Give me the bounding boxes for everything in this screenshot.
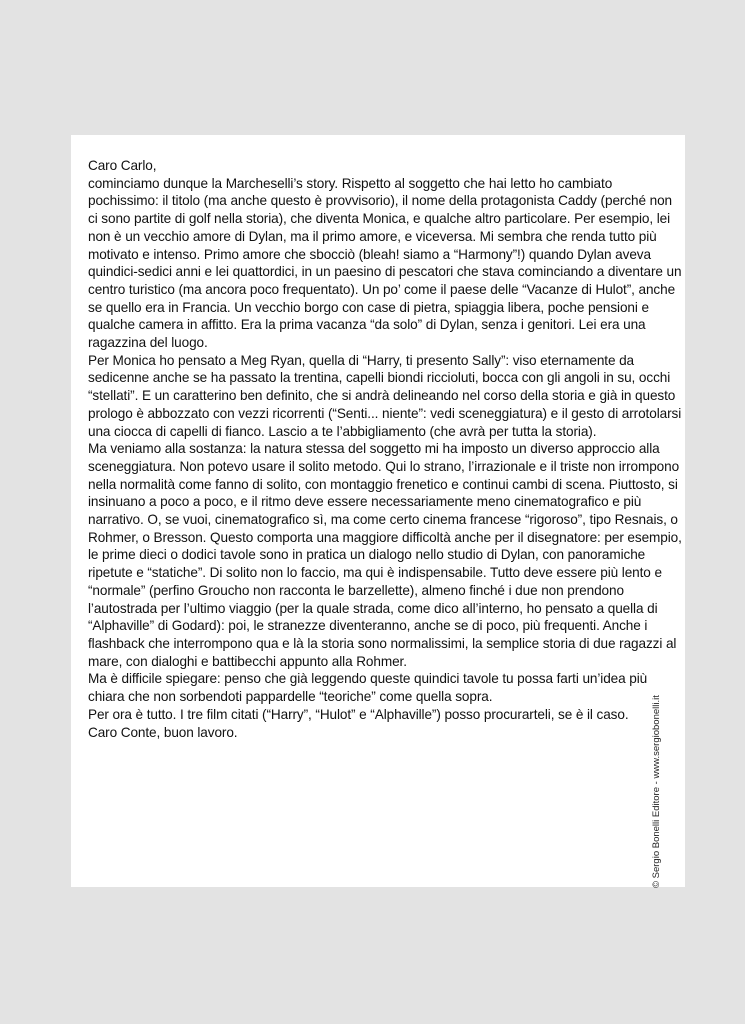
letter-paragraph: Ma è difficile spiegare: penso che già leggendo queste quindici tavole tu possa farti un’idea più chiara che non sorbendoti pappardelle “teoriche” come quella sopra.: [88, 671, 648, 705]
letter-paragraph: Ma veniamo alla sostanza: la natura stessa del soggetto mi ha imposto un diverso approccio alla sceneggiatura. Non potevo usare il solito metodo. Qui lo strano, l’irrazionale e il triste non irrompono nella normalità come fanno di solito, con montaggio frenetico e continui cambi di scena. Piuttosto, si insinuano a poco a poco, e il ritmo deve essere necessariamente meno cinematografico e più narrativo. O, se vuoi, cinematografico sì, ma come certo cinema francese “rigoroso”, tipo Resnais, o Rohmer, o Bresson. Questo comporta una maggiore difficoltà anche per il disegnatore: per esempio, le prime dieci o dodici tavole sono in pratica un dialogo nello studio di Dylan, con panoramiche ripetute e “statiche”. Di solito non lo faccio, ma qui è indispensabile. Tutto deve essere più lento e “normale” (perfino Groucho non racconta le barzellette), almeno finché i due non prendono l’autostrada per l’ultimo viaggio (per la quale strada, come dico all’interno, ho pensato a quella di “Alphaville” di Godard): poi, le stranezze diventeranno, anche se di poco, più frequenti. Anche i flashback che interrompono qua e là la storia sono normalissimi, la semplice storia di due ragazzi al mare, con dialoghi e battibecchi appunto alla Rohmer.: [88, 441, 682, 669]
letter-closing: Caro Conte, buon lavoro.: [88, 724, 238, 740]
copyright-credit: © Sergio Bonelli Editore - www.sergiobonelli.it: [651, 695, 662, 888]
letter-page: [71, 135, 685, 887]
letter-paragraph: cominciamo dunque la Marcheselli’s story. Rispetto al soggetto che hai letto ho cambiato pochissimo: il titolo (ma anche questo è provvisorio), il nome della protagonista Caddy (perché non ci sono partite di golf nella storia), che diventa Monica, e qualche altro particolare. Per esempio, lei non è un vecchio amore di Dylan, ma il primo amore, e viceversa. Mi sembra che renda tutto più motivato e intenso. Primo amore che sbocciò (bleah! siamo a “Harmony”!) quando Dylan aveva quindici-sedici anni e lei quattordici, in un paesino di pescatori che stava cominciando a diventare un centro turistico (ma ancora poco frequentato). Un po’ come il paese delle “Vacanze di Hulot”, anche se quello era in Francia. Un vecchio borgo con case di pietra, spiaggia libera, poche pensioni e qualche camera in affitto. Era la prima vacanza “da solo” di Dylan, senza i genitori. Lei era una ragazzina del luogo.: [88, 175, 682, 351]
letter-paragraph: Per Monica ho pensato a Meg Ryan, quella di “Harry, ti presento Sally”: viso eternamente da sedicenne anche se ha passato la trentina, capelli biondi riccioluti, bocca con gli angoli in su, occhi “stellati”. E un caratterino ben definito, che si andrà delineando nel corso della storia e già in questo prologo è abbozzato con vezzi ricorrenti (“Senti... niente”: vedi sceneggiatura) e il gesto di arrotolarsi una ciocca di capelli di fianco. Lascio a te l’abbigliamento (che avrà per tutta la storia).: [88, 352, 682, 439]
letter-paragraph: Per ora è tutto. I tre film citati (“Harry”, “Hulot” e “Alphaville”) posso procurarteli, se è il caso.: [88, 706, 629, 722]
letter-body: [88, 157, 682, 741]
letter-greeting: Caro Carlo,: [88, 158, 157, 173]
